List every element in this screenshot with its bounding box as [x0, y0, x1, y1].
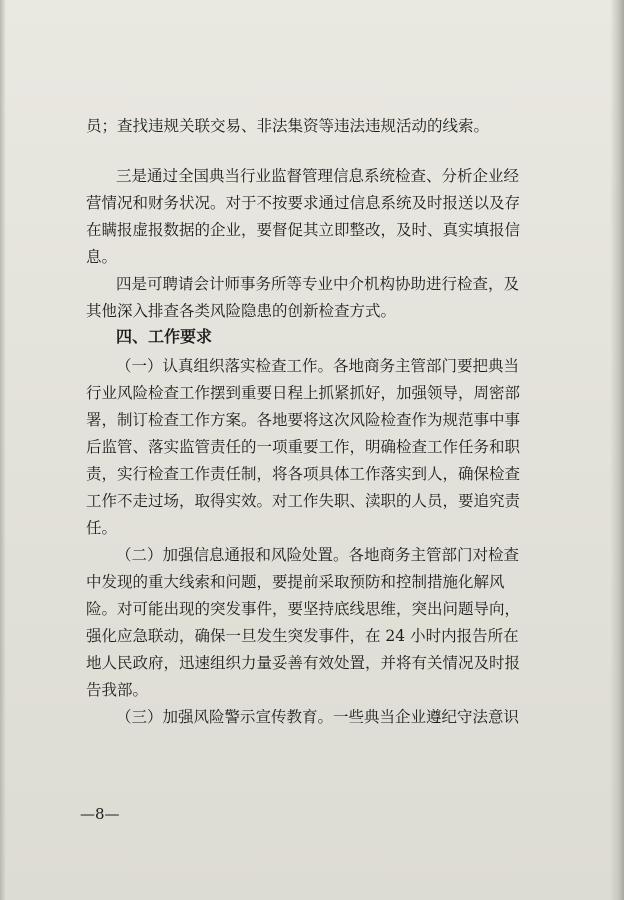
text-line: 在瞒报虚报数据的企业，要督促其立即整改，及时、真实填报信: [86, 221, 521, 239]
page-number: —8—: [80, 805, 120, 823]
text-line: （一）认真组织落实检查工作。各地商务主管部门要把典当: [116, 357, 520, 375]
text-line: 四是可聘请会计师事务所等专业中介机构协助进行检查，及: [116, 275, 520, 293]
text-line: 告我部。: [86, 681, 149, 699]
text-line: 员；查找违规关联交易、非法集资等违法违规活动的线索。: [86, 117, 490, 135]
text-line: 强化应急联动，确保一旦发生突发事件，在 24 小时内报告所在: [86, 627, 519, 645]
page-shadow-right: [610, 0, 624, 900]
text-line: （二）加强信息通报和风险处置。各地商务主管部门对检查: [116, 546, 520, 564]
text-line: 署，制订检查工作方案。各地要将这次风险检查作为规范事中事: [86, 411, 521, 429]
text-line: 中发现的重大线索和问题，要提前采取预防和控制措施化解风: [86, 573, 505, 591]
text-line: 险。对可能出现的突发事件，要坚持底线思维，突出问题导向，: [86, 600, 521, 618]
text-line: 三是通过全国典当行业监督管理信息系统检查、分析企业经: [116, 167, 520, 185]
text-line: （三）加强风险警示宣传教育。一些典当企业遵纪守法意识: [116, 708, 520, 726]
text-line: 息。: [86, 248, 118, 266]
section-heading: 四、工作要求: [116, 327, 213, 346]
text-line: 营情况和财务状况。对于不按要求通过信息系统及时报送以及存: [86, 194, 521, 212]
page-shadow-left: [0, 0, 6, 900]
text-line: 行业风险检查工作摆到重要日程上抓紧抓好，加强领导，周密部: [86, 384, 521, 402]
text-line: 后监管、落实监管责任的一项重要工作，明确检查工作任务和职: [86, 438, 521, 456]
text-line: 任。: [86, 519, 118, 537]
text-line: 工作不走过场，取得实效。对工作失职、渎职的人员，要追究责: [86, 492, 521, 510]
text-line: 其他深入排查各类风险隐患的创新检查方式。: [86, 302, 397, 320]
text-line: 地人民政府，迅速组织力量妥善有效处置，并将有关情况及时报: [86, 654, 521, 672]
text-line: 责，实行检查工作责任制，将各项具体工作落实到人，确保检查: [86, 465, 521, 483]
